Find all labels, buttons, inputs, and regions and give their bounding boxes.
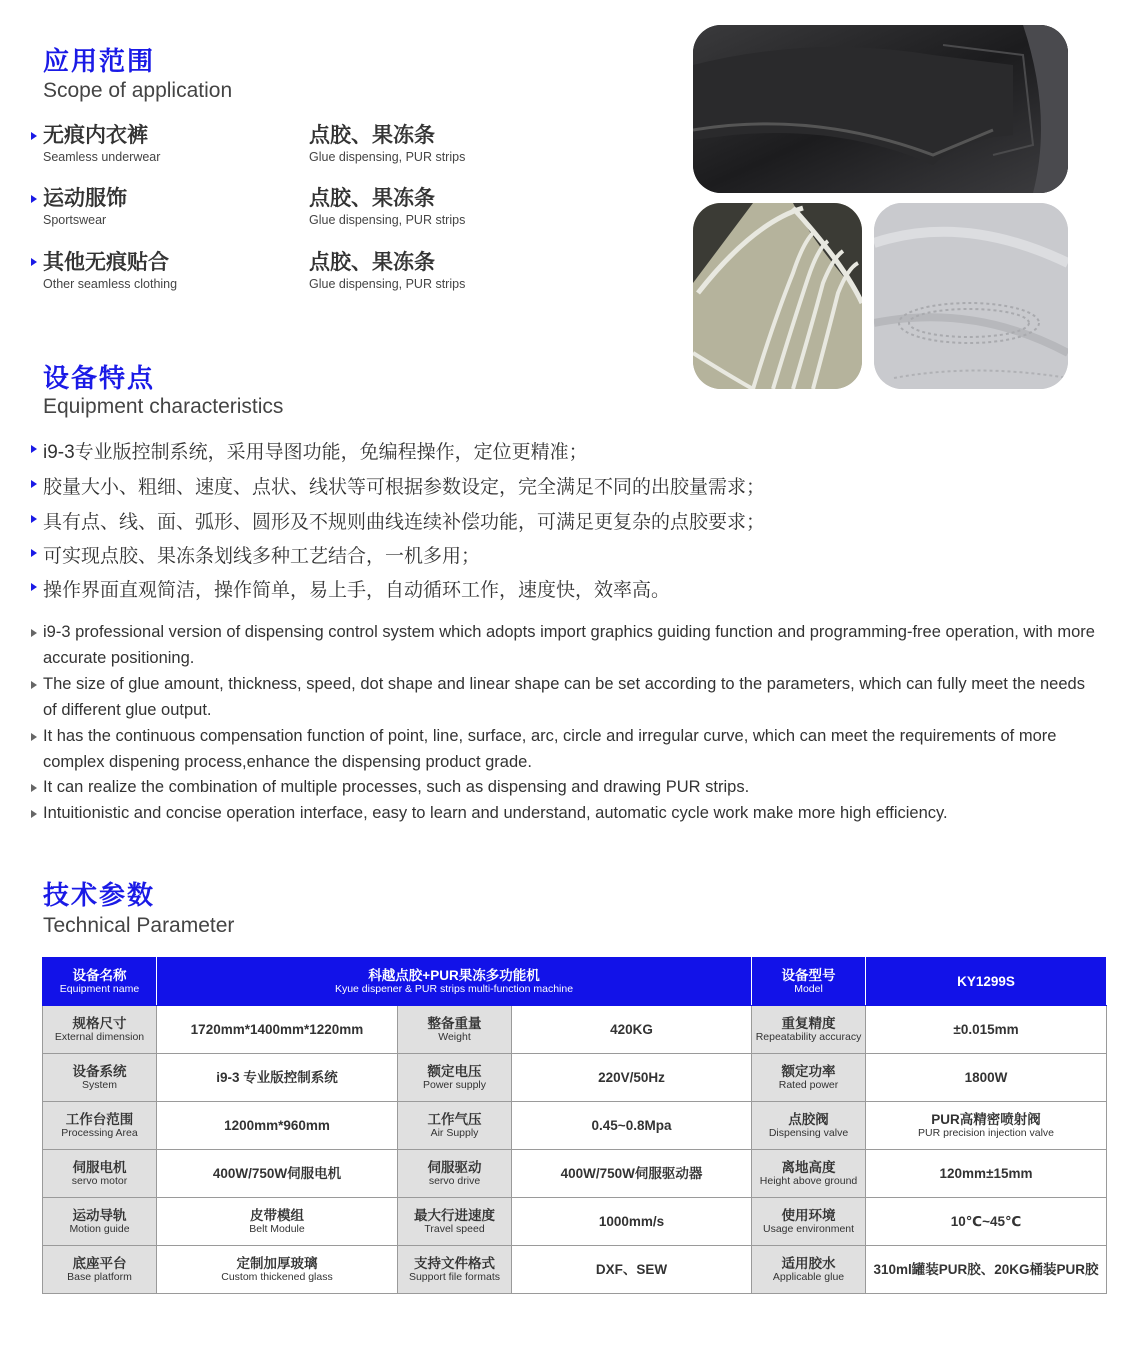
scope-item-use	[309, 187, 465, 227]
param-value: i9-3 专业版控制系统	[216, 1069, 338, 1085]
param-value: 420KG	[610, 1021, 653, 1037]
param-value: 0.45~0.8Mpa	[591, 1117, 672, 1133]
feature-en-text: Intuitionistic and concise operation interface, easy to learn and understand, automatic cycle work make more high efficiency.	[43, 804, 948, 822]
bullet-icon	[31, 195, 37, 203]
param-label-zh: 工作气压	[427, 1111, 482, 1127]
feature-zh-item	[43, 437, 588, 464]
param-value-cell	[157, 1246, 398, 1294]
param-label-cell	[43, 1198, 157, 1246]
param-label-zh: 伺服电机	[72, 1159, 127, 1175]
param-label-cell	[752, 1054, 866, 1102]
feature-en-item	[43, 671, 1103, 723]
param-label-zh: 支持文件格式	[414, 1255, 495, 1271]
feature-zh-item	[43, 472, 765, 499]
param-value: 1200mm*960mm	[224, 1117, 330, 1133]
table-row	[43, 1054, 1107, 1102]
white-fabric-photo	[874, 203, 1068, 389]
param-label-zh: 伺服驱动	[427, 1159, 482, 1175]
features-subtitle: Equipment characteristics	[43, 395, 284, 418]
param-value: 310ml罐装PUR胶、20KG桶装PUR胶	[873, 1261, 1099, 1277]
feature-zh-item	[43, 575, 670, 602]
param-label-en: Motion guide	[69, 1223, 130, 1236]
param-value: 1800W	[964, 1069, 1008, 1085]
param-label-en: Power supply	[422, 1079, 487, 1092]
param-value: 10℃~45℃	[950, 1213, 1022, 1229]
param-label-zh: 设备系统	[72, 1063, 127, 1079]
param-label-cell	[398, 1102, 512, 1150]
feature-zh-item	[43, 541, 480, 568]
scope-use-en: Glue dispensing, PUR strips	[309, 277, 466, 292]
param-label-cell	[752, 1150, 866, 1198]
param-label-zh: 重复精度	[781, 1015, 836, 1031]
bullet-icon	[31, 480, 37, 488]
feature-zh-text: i9-3专业版控制系统，采用导图功能，免编程操作，定位更精准；	[43, 442, 588, 463]
header-model-cell	[752, 958, 866, 1006]
param-value: 220V/50Hz	[598, 1069, 665, 1085]
param-value-cell	[512, 1054, 752, 1102]
header-model-value	[866, 958, 1107, 1006]
tech-title: 技术参数	[43, 880, 156, 910]
param-label-en: Processing Area	[61, 1127, 138, 1140]
dark-fabric-photo	[693, 25, 1068, 193]
bullet-icon	[31, 445, 37, 453]
scope-use-zh: 点胶、果冻条	[309, 187, 435, 210]
feature-en-text: The size of glue amount, thickness, speed, dot shape and linear shape can be set according to the parameters, which can fully meet the needs of different glue output.	[43, 675, 1085, 719]
param-value: 1720mm*1400mm*1220mm	[190, 1021, 364, 1037]
param-value: 定制加厚玻璃	[236, 1255, 318, 1271]
param-label-en: Dispensing valve	[768, 1127, 849, 1140]
feature-en-text: It can realize the combination of multiple processes, such as dispensing and drawing PUR strips.	[43, 778, 750, 796]
feature-en-item	[43, 774, 1103, 800]
param-value-cell	[157, 1006, 398, 1054]
param-value: DXF、SEW	[595, 1261, 668, 1277]
feature-en-text: It has the continuous compensation function of point, line, surface, arc, circle and irregular curve, which can meet the requirements of more complex dispening process,enhance the dispensing product grade.	[43, 727, 1057, 771]
header-machine-zh: 科越点胶+PUR果冻多功能机	[368, 967, 540, 983]
header-model-zh: 设备型号	[781, 967, 836, 983]
param-value-cell	[512, 1006, 752, 1054]
tech-subtitle: Technical Parameter	[43, 914, 235, 937]
param-label-cell	[43, 1102, 157, 1150]
bullet-icon	[31, 784, 37, 792]
param-label-zh: 工作台范围	[65, 1111, 134, 1127]
bullet-icon	[31, 132, 37, 140]
param-value: PUR高精密喷射阀	[931, 1111, 1041, 1127]
param-label-en: Travel speed	[424, 1223, 485, 1236]
param-label-zh: 使用环境	[781, 1207, 836, 1223]
feature-en-item	[43, 723, 1103, 775]
glue-strip-photo	[693, 203, 862, 389]
scope-item-en: Other seamless clothing	[43, 277, 178, 292]
feature-zh-text: 操作界面直观简洁，操作简单，易上手，自动循环工作，速度快，效率高。	[43, 580, 671, 601]
param-label-cell	[398, 1198, 512, 1246]
param-label-en: servo motor	[71, 1175, 128, 1188]
param-label-en: Air Supply	[430, 1127, 479, 1140]
scope-item	[43, 124, 160, 164]
param-value: 120mm±15mm	[939, 1165, 1033, 1181]
param-label-en: System	[81, 1079, 117, 1092]
param-label-cell	[43, 1006, 157, 1054]
param-label-en: Applicable glue	[772, 1271, 845, 1284]
scope-use-en: Glue dispensing, PUR strips	[309, 213, 466, 228]
param-label-cell	[398, 1054, 512, 1102]
param-value-cell	[157, 1150, 398, 1198]
scope-use-zh: 点胶、果冻条	[309, 124, 435, 147]
param-label-cell	[43, 1150, 157, 1198]
scope-item-use	[309, 124, 465, 164]
param-value: 1000mm/s	[598, 1213, 665, 1229]
param-value-cell	[157, 1054, 398, 1102]
scope-item-en: Seamless underwear	[43, 150, 161, 165]
bullet-icon	[31, 733, 37, 741]
param-label-zh: 额定电压	[427, 1063, 482, 1079]
param-value-cell	[157, 1198, 398, 1246]
param-label-en: Repeatability accuracy	[755, 1031, 862, 1044]
header-machine-cell	[157, 958, 752, 1006]
param-label-zh: 规格尺寸	[72, 1015, 127, 1031]
feature-zh-text: 具有点、线、面、弧形、圆形及不规则曲线连续补偿功能，可满足更复杂的点胶要求；	[43, 512, 766, 533]
table-row	[43, 1198, 1107, 1246]
param-label-en: Weight	[438, 1031, 471, 1044]
header-name-zh: 设备名称	[72, 967, 127, 983]
table-row	[43, 1150, 1107, 1198]
param-value: 皮带模组	[250, 1207, 304, 1223]
table-header-row	[43, 958, 1107, 1006]
scope-item-use	[309, 251, 465, 291]
bullet-icon	[31, 810, 37, 818]
param-value: ±0.015mm	[953, 1021, 1019, 1037]
bullet-icon	[31, 629, 37, 637]
param-label-en: Rated power	[778, 1079, 839, 1092]
param-label-cell	[43, 1246, 157, 1294]
table-row	[43, 1246, 1107, 1294]
param-label-zh: 点胶阀	[788, 1111, 829, 1127]
header-machine-en: Kyue dispener & PUR strips multi-function machine	[334, 983, 574, 996]
param-label-zh: 最大行进速度	[414, 1207, 495, 1223]
param-value-en: PUR precision injection valve	[918, 1127, 1054, 1140]
bullet-icon	[31, 515, 37, 523]
param-value-cell	[866, 1150, 1107, 1198]
header-name-cell	[43, 958, 157, 1006]
bullet-icon	[31, 681, 37, 689]
scope-item-en: Sportswear	[43, 213, 107, 228]
scope-use-zh: 点胶、果冻条	[309, 251, 435, 274]
param-value-cell	[866, 1006, 1107, 1054]
param-value-en: Custom thickened glass	[221, 1271, 333, 1284]
scope-use-en: Glue dispensing, PUR strips	[309, 150, 466, 165]
table-row	[43, 1006, 1107, 1054]
param-value-cell	[866, 1102, 1107, 1150]
feature-en-text: i9-3 professional version of dispensing control system which adopts import graphics guiding function and programming-free operation, with more accurate positioning.	[43, 623, 1095, 667]
param-value-cell	[512, 1102, 752, 1150]
feature-zh-text: 胶量大小、粗细、速度、点状、线状等可根据参数设定，完全满足不同的出胶量需求；	[43, 477, 766, 498]
param-value-cell	[512, 1246, 752, 1294]
model-value: KY1299S	[957, 973, 1015, 989]
param-label-en: Usage environment	[762, 1223, 855, 1236]
param-value-cell	[512, 1198, 752, 1246]
scope-item-zh: 运动服饰	[43, 187, 127, 210]
scope-item-zh: 其他无痕贴合	[43, 251, 169, 274]
param-label-en: External dimension	[54, 1031, 145, 1044]
param-label-en: Base platform	[67, 1271, 132, 1284]
param-label-en: Height above ground	[759, 1175, 858, 1188]
param-value-cell	[512, 1150, 752, 1198]
param-label-cell	[752, 1246, 866, 1294]
scope-item-zh: 无痕内衣裤	[43, 124, 148, 147]
param-value: 400W/750W伺服电机	[212, 1165, 342, 1181]
feature-en-item	[43, 800, 1103, 826]
table-row	[43, 1102, 1107, 1150]
scope-subtitle: Scope of application	[43, 79, 233, 102]
header-model-en: Model	[794, 983, 823, 996]
scope-item	[43, 251, 177, 291]
param-label-cell	[752, 1198, 866, 1246]
param-label-cell	[398, 1150, 512, 1198]
param-label-cell	[43, 1054, 157, 1102]
param-label-en: Support file formats	[408, 1271, 501, 1284]
param-label-zh: 整备重量	[427, 1015, 482, 1031]
param-label-cell	[398, 1246, 512, 1294]
param-label-zh: 额定功率	[781, 1063, 836, 1079]
scope-title: 应用范围	[43, 46, 156, 76]
param-label-en: servo drive	[428, 1175, 481, 1188]
param-label-zh: 运动导轨	[72, 1207, 127, 1223]
parameter-table	[42, 957, 1107, 1294]
param-label-cell	[398, 1006, 512, 1054]
param-value-cell	[866, 1246, 1107, 1294]
param-label-zh: 底座平台	[72, 1255, 127, 1271]
features-title: 设备特点	[43, 363, 156, 393]
param-value-cell	[866, 1054, 1107, 1102]
header-name-en: Equipment name	[59, 983, 140, 996]
param-label-cell	[752, 1006, 866, 1054]
param-value: 400W/750W伺服驱动器	[560, 1165, 703, 1181]
param-value-cell	[157, 1102, 398, 1150]
param-value-cell	[866, 1198, 1107, 1246]
param-label-cell	[752, 1102, 866, 1150]
feature-en-item	[43, 619, 1103, 671]
feature-zh-item	[43, 507, 765, 534]
param-value-en: Belt Module	[249, 1223, 305, 1236]
bullet-icon	[31, 258, 37, 266]
bullet-icon	[31, 583, 37, 591]
bullet-icon	[31, 549, 37, 557]
param-label-zh: 适用胶水	[781, 1255, 836, 1271]
param-label-zh: 离地高度	[781, 1159, 836, 1175]
feature-zh-text: 可实现点胶、果冻条划线多种工艺结合，一机多用；	[43, 546, 481, 567]
scope-item	[43, 187, 127, 227]
